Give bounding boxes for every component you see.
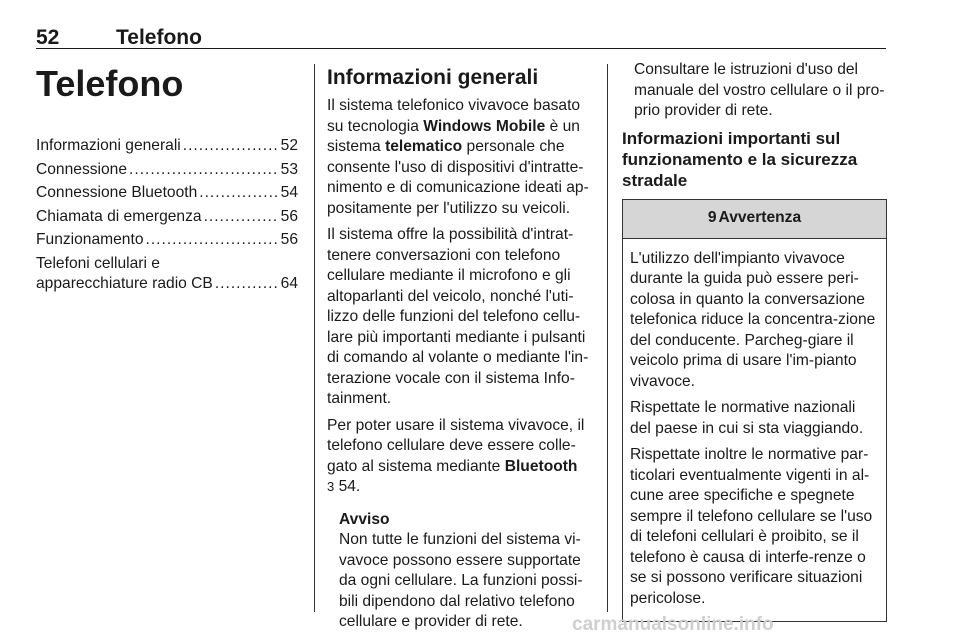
- safety-column: [622, 60, 887, 622]
- column-divider-2: [607, 64, 608, 612]
- section-title: Telefono: [116, 26, 202, 49]
- paragraph: Consultare le istruzioni d'uso del manuale del vostro cellulare o il pro-prio provider di rete.: [634, 61, 885, 119]
- page-ref-arrow-icon: 3: [327, 479, 335, 494]
- warning-paragraph: Rispettate le normative nazionali del paese in cui si sta viaggiando.: [630, 399, 864, 437]
- toc-item-page: 56: [280, 207, 298, 225]
- toc-item[interactable]: [36, 230, 298, 251]
- note-block: [327, 510, 592, 633]
- toc-list: [36, 136, 298, 295]
- toc-item-label: Connessione Bluetooth: [36, 184, 198, 201]
- watermark: carmanualsonline.info: [572, 614, 774, 635]
- toc-item-page: 54: [280, 184, 298, 201]
- toc-leader: [215, 274, 279, 295]
- toc-item[interactable]: [36, 183, 298, 204]
- section-heading: Informazioni importanti sul funzionamento e la sicurezza stradale: [622, 128, 858, 190]
- toc-item-label: Informazioni generali: [36, 137, 181, 154]
- toc-leader: [183, 136, 279, 157]
- paragraph: Il sistema offre la possibilità d'intrat-tenere conversazioni con telefono cellulare mediante il microfono e gli altoparlanti del veicolo, nonché l'uti-lizzo delle funzioni del telefono cellu-lare più importanti mediante i pulsanti di comando al volante o mediante l'in-terazione vocale con il sistema Info-tainment.: [327, 226, 589, 407]
- warning-body: [623, 239, 886, 622]
- section-heading: Informazioni generali: [327, 66, 539, 89]
- column-divider-1: [314, 64, 315, 612]
- toc-item[interactable]: [36, 136, 298, 157]
- note-text: Non tutte le funzioni del sistema vi-vavoce possono essere supportate da ogni cellulare. La funzioni possi-bili dipendono dal relativo telefono cellulare e provider di rete.: [339, 531, 583, 630]
- warning-box: [622, 199, 887, 623]
- warning-paragraph: L'utilizzo dell'impianto vivavoce durante la guida può essere peri-colosa in quanto la conversazione telefonica riduce la concentra-zione del conducente. Parcheg-giare il veicolo prima di usare l'im-pianto vivavoce.: [630, 249, 876, 390]
- warning-paragraph: Rispettate inoltre le normative par-ticolari eventualmente vigenti in al-cune aree specifiche e spegnete sempre il telefono cellulare se l'uso di telefoni cellulari è proibito, se il telefono è causa di interfe-renze o se si possono verificare situazioni pericolose.: [630, 446, 873, 607]
- chapter-title: Telefono: [36, 63, 184, 104]
- page-number: 52: [36, 26, 60, 49]
- paragraph: Per poter usare il sistema vivavoce, il telefono cellulare deve essere colle-gato al sistema mediante Bluetooth 3 54.: [327, 416, 585, 495]
- toc-leader: [199, 183, 278, 204]
- warning-icon: 9: [707, 209, 717, 227]
- toc-item-label: Connessione: [36, 160, 128, 178]
- toc-item-label-line2: apparecchiature radio CB: [36, 275, 213, 292]
- general-info-column: [327, 60, 592, 633]
- toc-column: [36, 60, 298, 295]
- warning-header: [623, 200, 886, 239]
- toc-item-page: 56: [280, 231, 298, 248]
- toc-leader: [204, 207, 279, 228]
- page-header: [36, 16, 886, 49]
- toc-item-page: 53: [280, 160, 298, 178]
- toc-item[interactable]: [36, 207, 298, 228]
- toc-item[interactable]: [36, 160, 298, 181]
- paragraph: Il sistema telefonico vivavoce basato su tecnologia Windows Mobile è un sistema telematico personale che consente l'uso di dispositivi d'intratte-nimento e di comunicazione ideati ap-positamente per l'utilizzo su veicoli.: [327, 97, 589, 217]
- page-reference[interactable]: 54.: [334, 478, 361, 495]
- warning-title: Avvertenza: [718, 209, 802, 227]
- toc-leader: [129, 160, 279, 181]
- toc-item-label-line1: Telefoni cellulari e: [36, 254, 160, 272]
- toc-item-page: 64: [280, 275, 298, 292]
- toc-item-page: 52: [280, 137, 298, 154]
- toc-item-multiline[interactable]: [36, 254, 298, 295]
- note-title: Avviso: [339, 510, 390, 528]
- toc-item-label: Funzionamento: [36, 231, 144, 248]
- toc-item-label: Chiamata di emergenza: [36, 207, 202, 225]
- toc-leader: [146, 230, 279, 251]
